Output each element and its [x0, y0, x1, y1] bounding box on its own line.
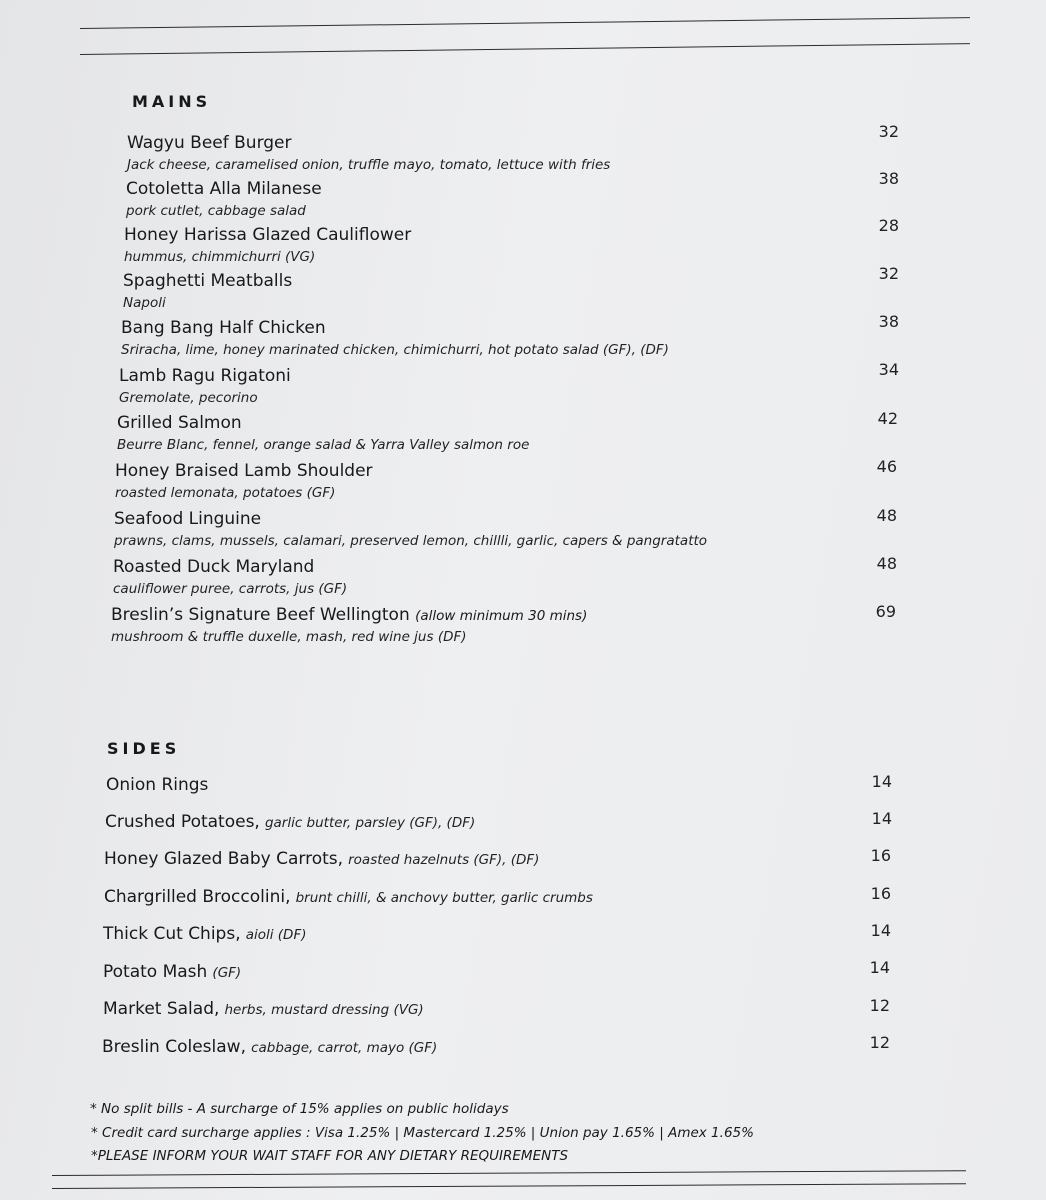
item-name: Spaghetti Meatballs	[123, 271, 293, 291]
side-price: 12	[869, 1033, 890, 1052]
side-item	[102, 1037, 902, 1061]
item-name: Roasted Duck Maryland	[113, 557, 315, 577]
menu-item	[115, 461, 915, 507]
side-item	[103, 924, 903, 948]
item-price: 46	[876, 457, 897, 476]
sides-heading: SIDES	[107, 739, 181, 758]
item-description: prawns, clams, mussels, calamari, preserved lemon, chillli, garlic, capers & pangratatto	[114, 533, 708, 549]
side-description: roasted hazelnuts (GF), (DF)	[348, 852, 540, 868]
item-description: Gremolate, pecorino	[119, 390, 258, 406]
side-description: (GF)	[212, 965, 242, 981]
side-name: Honey Glazed Baby Carrots,	[104, 849, 344, 869]
item-name: Bang Bang Half Chicken	[121, 318, 326, 338]
item-description: Napoli	[123, 295, 166, 311]
side-description: aioli (DF)	[245, 927, 307, 943]
item-description: cauliflower puree, carrots, jus (GF)	[113, 581, 348, 597]
bottom-rule-1	[52, 1170, 966, 1176]
menu-item	[127, 133, 927, 179]
side-name: Market Salad,	[103, 999, 220, 1019]
menu-item	[119, 366, 919, 412]
top-rule-1	[80, 17, 970, 29]
side-description: herbs, mustard dressing (VG)	[224, 1002, 424, 1018]
side-price: 16	[870, 846, 891, 865]
side-name: Chargrilled Broccolini,	[104, 887, 291, 907]
menu-item	[121, 318, 921, 364]
menu-item	[126, 179, 926, 225]
item-price: 38	[878, 169, 899, 188]
side-description: cabbage, carrot, mayo (GF)	[251, 1040, 438, 1056]
side-name: Onion Rings	[106, 775, 209, 795]
item-note: (allow minimum 30 mins)	[415, 608, 588, 624]
side-item	[104, 849, 904, 873]
side-name: Potato Mash	[103, 962, 208, 982]
side-item	[105, 812, 905, 836]
item-price: 42	[877, 409, 898, 428]
item-price: 32	[878, 122, 899, 141]
item-description: pork cutlet, cabbage salad	[126, 203, 306, 219]
side-name: Breslin Coleslaw,	[102, 1037, 246, 1057]
item-description: Sriracha, lime, honey marinated chicken, chimichurri, hot potato salad (GF), (DF)	[121, 342, 669, 358]
item-description: roasted lemonata, potatoes (GF)	[115, 485, 336, 501]
side-item	[104, 887, 904, 911]
side-item	[103, 999, 903, 1023]
side-name: Thick Cut Chips,	[103, 924, 241, 944]
item-price: 48	[876, 554, 897, 573]
item-description: Jack cheese, caramelised onion, truffle mayo, tomato, lettuce with fries	[127, 157, 611, 173]
side-price: 12	[869, 996, 890, 1015]
side-description: brunt chilli, & anchovy butter, garlic crumbs	[295, 890, 593, 906]
item-name: Honey Harissa Glazed Cauliflower	[124, 225, 412, 245]
item-description: Beurre Blanc, fennel, orange salad & Yarra Valley salmon roe	[117, 437, 530, 453]
item-name: Seafood Linguine	[114, 509, 262, 529]
menu-item	[113, 557, 913, 603]
item-price: 28	[878, 216, 899, 235]
item-name: Breslin’s Signature Beef Wellington	[111, 605, 410, 625]
item-description: mushroom & truffle duxelle, mash, red wine jus (DF)	[111, 629, 467, 645]
item-name: Wagyu Beef Burger	[127, 133, 292, 153]
side-price: 14	[871, 772, 892, 791]
menu-item	[114, 509, 914, 555]
footnote-dietary: *PLEASE INFORM YOUR WAIT STAFF FOR ANY DIETARY REQUIREMENTS	[91, 1148, 569, 1164]
item-name: Grilled Salmon	[117, 413, 242, 433]
side-description: garlic butter, parsley (GF), (DF)	[264, 815, 476, 831]
menu-item	[111, 605, 911, 651]
menu-item	[124, 225, 924, 271]
item-name: Honey Braised Lamb Shoulder	[115, 461, 373, 481]
item-name: Lamb Ragu Rigatoni	[119, 366, 291, 386]
menu-item	[117, 413, 917, 459]
top-rule-2	[80, 43, 970, 55]
mains-heading: MAINS	[132, 92, 212, 111]
footnote-card-surcharge: * Credit card surcharge applies : Visa 1.25% | Mastercard 1.25% | Union pay 1.65% | Amex 1.65%	[91, 1125, 754, 1141]
item-price: 32	[878, 264, 899, 283]
item-description: hummus, chimmichurri (VG)	[124, 249, 316, 265]
item-price: 34	[878, 360, 899, 379]
side-price: 14	[869, 958, 890, 977]
footnote-split-bills: * No split bills - A surcharge of 15% applies on public holidays	[90, 1101, 509, 1117]
side-price: 16	[870, 884, 891, 903]
bottom-rule-2	[52, 1183, 966, 1189]
item-price: 38	[878, 312, 899, 331]
side-item	[103, 962, 903, 986]
side-item	[106, 775, 906, 799]
item-price: 48	[876, 506, 897, 525]
side-price: 14	[870, 921, 891, 940]
item-name: Cotoletta Alla Milanese	[126, 179, 322, 199]
item-price: 69	[875, 602, 896, 621]
menu-item	[123, 271, 923, 317]
side-price: 14	[871, 809, 892, 828]
side-name: Crushed Potatoes,	[105, 812, 260, 832]
